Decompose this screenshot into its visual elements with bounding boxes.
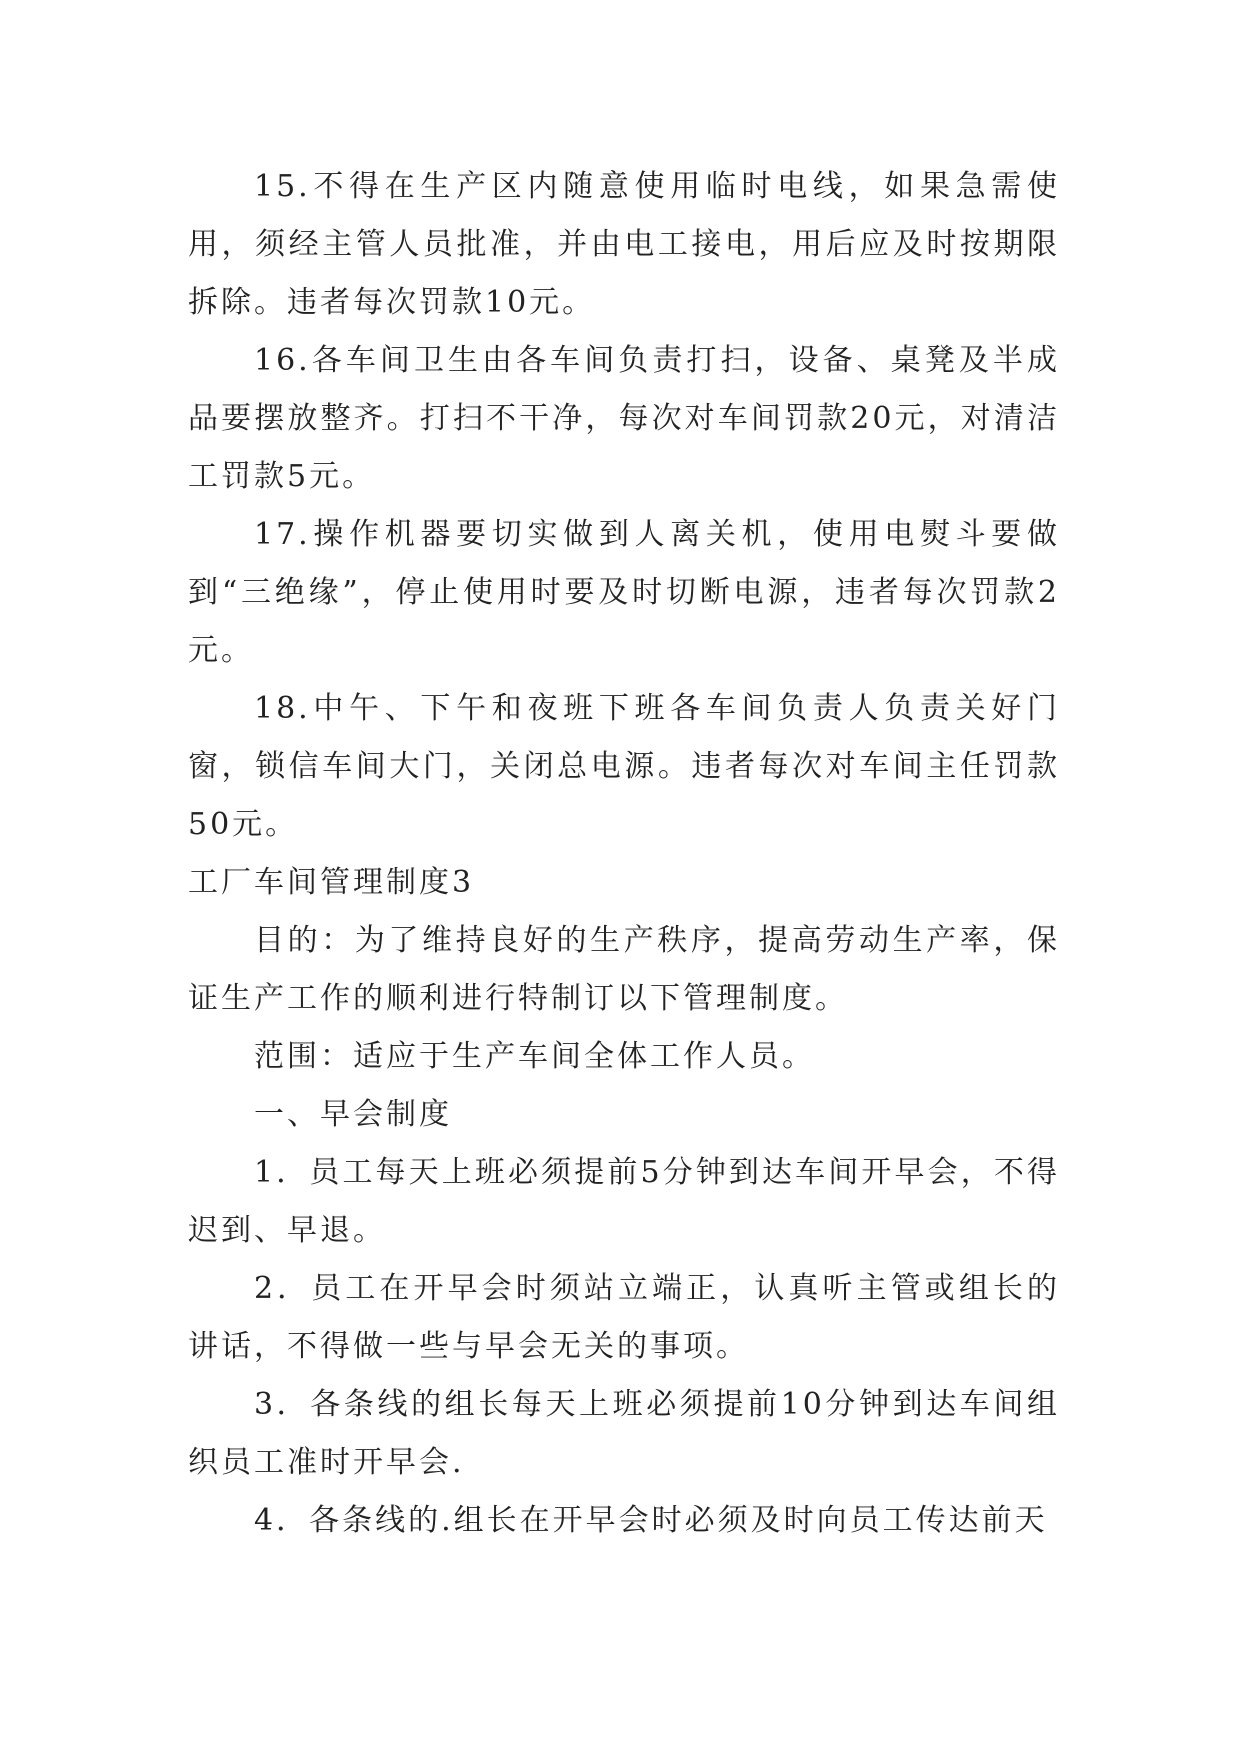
paragraph-scope: 范围：适应于生产车间全体工作人员。 <box>254 1039 815 1074</box>
paragraph-rule-15: 15.不得在生产区内随意使用临时电线，如果急需使用，须经主管人员批准，并由电工接电，用后应及时按期限拆除。违者每次罚款10元。 <box>188 169 1060 320</box>
paragraph-rule-17: 17.操作机器要切实做到人离关机，使用电熨斗要做到“三绝缘”，停止使用时要及时切断电源，违者每次罚款2元。 <box>188 517 1060 668</box>
list-item-4: 4．各条线的.组长在开早会时必须及时向员工传达前天 <box>254 1503 1048 1538</box>
paragraph-purpose: 目的：为了维持良好的生产秩序，提高劳动生产率，保证生产工作的顺利进行特制订以下管理制度。 <box>188 923 1060 1016</box>
paragraph-rule-16: 16.各车间卫生由各车间负责打扫，设备、桌凳及半成品要摆放整齐。打扫不干净，每次对车间罚款20元，对清洁工罚款5元。 <box>188 343 1060 494</box>
document-body <box>188 158 1060 1550</box>
list-item-3: 3．各条线的组长每天上班必须提前10分钟到达车间组织员工准时开早会. <box>188 1387 1060 1480</box>
paragraph-rule-18: 18.中午、下午和夜班下班各车间负责人负责关好门窗，锁信车间大门，关闭总电源。违者每次对车间主任罚款50元。 <box>188 691 1060 842</box>
subsection-heading: 一、早会制度 <box>254 1097 452 1132</box>
list-item-2: 2．员工在开早会时须站立端正，认真听主管或组长的讲话，不得做一些与早会无关的事项。 <box>188 1271 1060 1364</box>
section-title: 工厂车间管理制度3 <box>188 865 475 900</box>
list-item-1: 1．员工每天上班必须提前5分钟到达车间开早会，不得迟到、早退。 <box>188 1155 1060 1248</box>
